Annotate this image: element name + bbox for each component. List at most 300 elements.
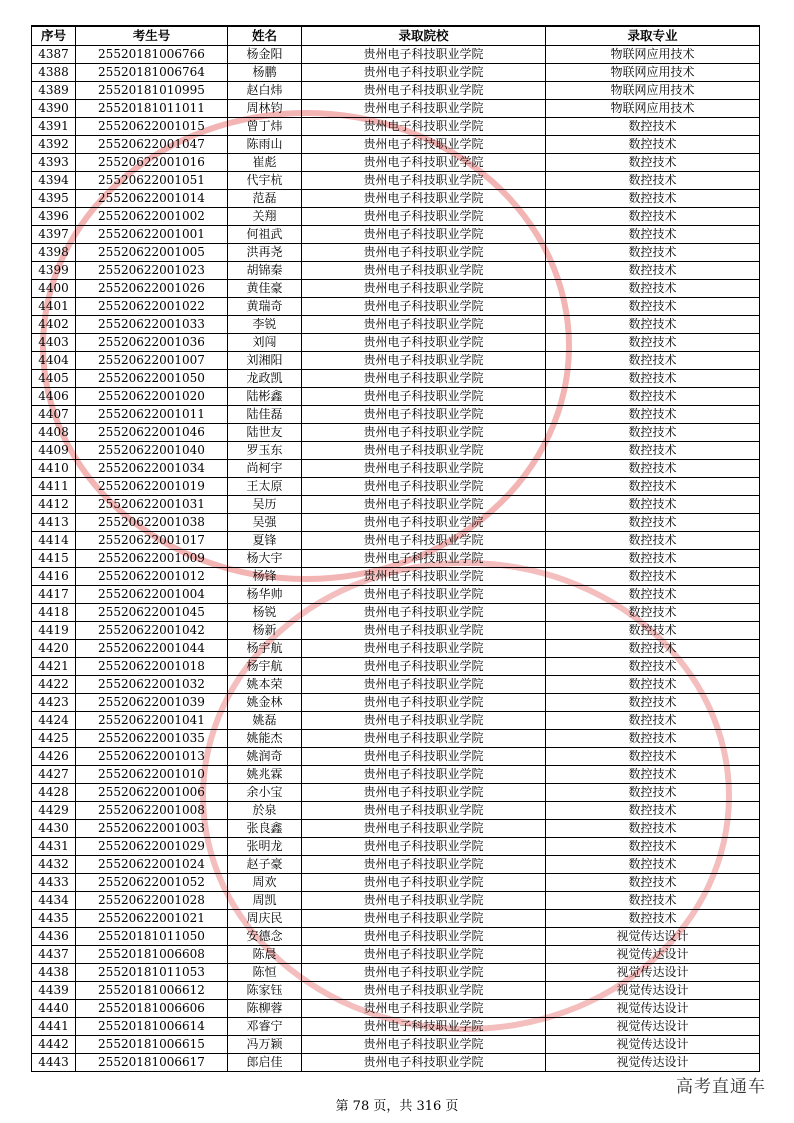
table-row (32, 280, 760, 298)
cell-school: 贵州电子科技职业学院 (302, 730, 546, 748)
cell-major: 数控技术 (546, 496, 760, 514)
cell-exam-id: 25520622001006 (76, 784, 228, 802)
cell-seq: 4431 (32, 838, 76, 856)
cell-seq: 4419 (32, 622, 76, 640)
cell-school: 贵州电子科技职业学院 (302, 1000, 546, 1018)
cell-name: 周林钧 (228, 100, 302, 118)
cell-major: 数控技术 (546, 550, 760, 568)
cell-exam-id: 25520622001019 (76, 478, 228, 496)
cell-major: 数控技术 (546, 820, 760, 838)
cell-name: 王太原 (228, 478, 302, 496)
header-seq: 序号 (32, 26, 76, 46)
table-row (32, 658, 760, 676)
table-row (32, 1000, 760, 1018)
cell-name: 杨锐 (228, 604, 302, 622)
cell-school: 贵州电子科技职业学院 (302, 874, 546, 892)
table-row (32, 424, 760, 442)
cell-exam-id: 25520622001034 (76, 460, 228, 478)
cell-seq: 4396 (32, 208, 76, 226)
cell-name: 夏锋 (228, 532, 302, 550)
cell-name: 姚兆霖 (228, 766, 302, 784)
header-exam-id: 考生号 (76, 26, 228, 46)
cell-name: 姚润奇 (228, 748, 302, 766)
cell-seq: 4413 (32, 514, 76, 532)
cell-exam-id: 25520622001040 (76, 442, 228, 460)
cell-exam-id: 25520622001038 (76, 514, 228, 532)
cell-seq: 4412 (32, 496, 76, 514)
cell-exam-id: 25520622001003 (76, 820, 228, 838)
cell-school: 贵州电子科技职业学院 (302, 172, 546, 190)
table-row (32, 946, 760, 964)
cell-major: 数控技术 (546, 118, 760, 136)
table-row (32, 100, 760, 118)
cell-school: 贵州电子科技职业学院 (302, 604, 546, 622)
cell-exam-id: 25520622001050 (76, 370, 228, 388)
cell-seq: 4427 (32, 766, 76, 784)
cell-name: 杨华帅 (228, 586, 302, 604)
cell-exam-id: 25520622001052 (76, 874, 228, 892)
cell-name: 罗玉东 (228, 442, 302, 460)
cell-name: 杨宇航 (228, 640, 302, 658)
table-row (32, 784, 760, 802)
cell-major: 视觉传达设计 (546, 928, 760, 946)
cell-major: 数控技术 (546, 874, 760, 892)
cell-name: 代宇杭 (228, 172, 302, 190)
cell-school: 贵州电子科技职业学院 (302, 280, 546, 298)
cell-school: 贵州电子科技职业学院 (302, 82, 546, 100)
cell-seq: 4442 (32, 1036, 76, 1054)
cell-exam-id: 25520622001029 (76, 838, 228, 856)
cell-major: 视觉传达设计 (546, 946, 760, 964)
table-row (32, 172, 760, 190)
table-row (32, 316, 760, 334)
cell-exam-id: 25520622001041 (76, 712, 228, 730)
cell-seq: 4420 (32, 640, 76, 658)
cell-school: 贵州电子科技职业学院 (302, 1036, 546, 1054)
cell-school: 贵州电子科技职业学院 (302, 334, 546, 352)
cell-school: 贵州电子科技职业学院 (302, 154, 546, 172)
cell-exam-id: 25520622001036 (76, 334, 228, 352)
cell-seq: 4425 (32, 730, 76, 748)
cell-school: 贵州电子科技职业学院 (302, 622, 546, 640)
cell-exam-id: 25520622001026 (76, 280, 228, 298)
table-row (32, 928, 760, 946)
table-row (32, 406, 760, 424)
table-row (32, 694, 760, 712)
table-row (32, 478, 760, 496)
cell-exam-id: 25520181006764 (76, 64, 228, 82)
cell-name: 冯万颖 (228, 1036, 302, 1054)
table-row (32, 460, 760, 478)
table-row (32, 838, 760, 856)
cell-school: 贵州电子科技职业学院 (302, 118, 546, 136)
table-row (32, 208, 760, 226)
table-row (32, 352, 760, 370)
cell-exam-id: 25520181011011 (76, 100, 228, 118)
cell-exam-id: 25520622001017 (76, 532, 228, 550)
cell-school: 贵州电子科技职业学院 (302, 1054, 546, 1072)
cell-exam-id: 25520622001051 (76, 172, 228, 190)
cell-exam-id: 25520622001044 (76, 640, 228, 658)
cell-seq: 4398 (32, 244, 76, 262)
cell-seq: 4418 (32, 604, 76, 622)
table-row (32, 262, 760, 280)
cell-exam-id: 25520622001046 (76, 424, 228, 442)
cell-school: 贵州电子科技职业学院 (302, 712, 546, 730)
cell-major: 数控技术 (546, 640, 760, 658)
cell-exam-id: 25520622001001 (76, 226, 228, 244)
cell-seq: 4421 (32, 658, 76, 676)
cell-name: 范磊 (228, 190, 302, 208)
table-row (32, 298, 760, 316)
cell-name: 邓睿宁 (228, 1018, 302, 1036)
cell-name: 杨新 (228, 622, 302, 640)
cell-name: 尚柯宇 (228, 460, 302, 478)
cell-name: 崔彪 (228, 154, 302, 172)
cell-name: 何祖武 (228, 226, 302, 244)
cell-school: 贵州电子科技职业学院 (302, 982, 546, 1000)
cell-seq: 4401 (32, 298, 76, 316)
cell-seq: 4394 (32, 172, 76, 190)
cell-name: 姚金林 (228, 694, 302, 712)
cell-major: 数控技术 (546, 586, 760, 604)
table-row (32, 910, 760, 928)
cell-exam-id: 25520622001024 (76, 856, 228, 874)
table-row (32, 64, 760, 82)
cell-school: 贵州电子科技职业学院 (302, 838, 546, 856)
cell-major: 视觉传达设计 (546, 1054, 760, 1072)
cell-school: 贵州电子科技职业学院 (302, 586, 546, 604)
cell-exam-id: 25520622001004 (76, 586, 228, 604)
table-row (32, 766, 760, 784)
cell-school: 贵州电子科技职业学院 (302, 100, 546, 118)
cell-exam-id: 25520622001015 (76, 118, 228, 136)
cell-major: 数控技术 (546, 136, 760, 154)
cell-school: 贵州电子科技职业学院 (302, 514, 546, 532)
cell-seq: 4389 (32, 82, 76, 100)
cell-major: 数控技术 (546, 244, 760, 262)
cell-major: 数控技术 (546, 622, 760, 640)
cell-name: 龙政凯 (228, 370, 302, 388)
cell-seq: 4438 (32, 964, 76, 982)
cell-exam-id: 25520622001023 (76, 262, 228, 280)
cell-major: 数控技术 (546, 388, 760, 406)
cell-exam-id: 25520622001014 (76, 190, 228, 208)
cell-name: 李锐 (228, 316, 302, 334)
cell-seq: 4387 (32, 46, 76, 64)
cell-major: 数控技术 (546, 316, 760, 334)
cell-major: 数控技术 (546, 226, 760, 244)
cell-seq: 4443 (32, 1054, 76, 1072)
cell-school: 贵州电子科技职业学院 (302, 190, 546, 208)
cell-seq: 4395 (32, 190, 76, 208)
cell-major: 数控技术 (546, 676, 760, 694)
cell-exam-id: 25520622001005 (76, 244, 228, 262)
table-row (32, 514, 760, 532)
header-name: 姓名 (228, 26, 302, 46)
cell-school: 贵州电子科技职业学院 (302, 784, 546, 802)
cell-name: 张明龙 (228, 838, 302, 856)
cell-seq: 4436 (32, 928, 76, 946)
cell-name: 姚本荣 (228, 676, 302, 694)
table-row (32, 190, 760, 208)
cell-exam-id: 25520622001028 (76, 892, 228, 910)
cell-school: 贵州电子科技职业学院 (302, 658, 546, 676)
cell-exam-id: 25520622001002 (76, 208, 228, 226)
cell-name: 郎启佳 (228, 1054, 302, 1072)
cell-name: 黄佳豪 (228, 280, 302, 298)
cell-seq: 4439 (32, 982, 76, 1000)
table-header-row (32, 26, 760, 46)
cell-major: 物联网应用技术 (546, 46, 760, 64)
cell-name: 陈雨山 (228, 136, 302, 154)
cell-school: 贵州电子科技职业学院 (302, 478, 546, 496)
admission-table (31, 25, 760, 1072)
cell-school: 贵州电子科技职业学院 (302, 352, 546, 370)
cell-school: 贵州电子科技职业学院 (302, 856, 546, 874)
cell-name: 杨鹏 (228, 64, 302, 82)
cell-major: 数控技术 (546, 406, 760, 424)
cell-name: 吴历 (228, 496, 302, 514)
table-row (32, 856, 760, 874)
cell-major: 物联网应用技术 (546, 64, 760, 82)
cell-name: 陈柳蓉 (228, 1000, 302, 1018)
cell-name: 安德念 (228, 928, 302, 946)
cell-exam-id: 25520622001009 (76, 550, 228, 568)
cell-seq: 4423 (32, 694, 76, 712)
cell-name: 洪再尧 (228, 244, 302, 262)
cell-exam-id: 25520181006766 (76, 46, 228, 64)
cell-major: 数控技术 (546, 370, 760, 388)
cell-major: 数控技术 (546, 604, 760, 622)
cell-seq: 4402 (32, 316, 76, 334)
table-row (32, 442, 760, 460)
cell-exam-id: 25520622001021 (76, 910, 228, 928)
table-row (32, 982, 760, 1000)
cell-seq: 4416 (32, 568, 76, 586)
cell-major: 视觉传达设计 (546, 1018, 760, 1036)
cell-school: 贵州电子科技职业学院 (302, 928, 546, 946)
cell-exam-id: 25520622001013 (76, 748, 228, 766)
cell-seq: 4424 (32, 712, 76, 730)
cell-exam-id: 25520622001008 (76, 802, 228, 820)
cell-school: 贵州电子科技职业学院 (302, 820, 546, 838)
table-row (32, 1018, 760, 1036)
cell-school: 贵州电子科技职业学院 (302, 226, 546, 244)
cell-name: 陆佳磊 (228, 406, 302, 424)
cell-seq: 4408 (32, 424, 76, 442)
cell-major: 数控技术 (546, 298, 760, 316)
cell-major: 数控技术 (546, 838, 760, 856)
cell-name: 陈家钰 (228, 982, 302, 1000)
cell-seq: 4391 (32, 118, 76, 136)
cell-seq: 4397 (32, 226, 76, 244)
cell-school: 贵州电子科技职业学院 (302, 496, 546, 514)
cell-exam-id: 25520181006617 (76, 1054, 228, 1072)
cell-major: 视觉传达设计 (546, 1036, 760, 1054)
cell-seq: 4392 (32, 136, 76, 154)
cell-seq: 4441 (32, 1018, 76, 1036)
cell-seq: 4415 (32, 550, 76, 568)
cell-school: 贵州电子科技职业学院 (302, 1018, 546, 1036)
cell-exam-id: 25520622001018 (76, 658, 228, 676)
table-row (32, 244, 760, 262)
table-row (32, 568, 760, 586)
cell-school: 贵州电子科技职业学院 (302, 568, 546, 586)
cell-major: 数控技术 (546, 460, 760, 478)
cell-major: 物联网应用技术 (546, 100, 760, 118)
table-row (32, 154, 760, 172)
table-row (32, 586, 760, 604)
cell-major: 视觉传达设计 (546, 964, 760, 982)
cell-exam-id: 25520181006606 (76, 1000, 228, 1018)
table-row (32, 532, 760, 550)
cell-exam-id: 25520622001016 (76, 154, 228, 172)
cell-name: 周庆民 (228, 910, 302, 928)
cell-major: 视觉传达设计 (546, 1000, 760, 1018)
cell-exam-id: 25520181010995 (76, 82, 228, 100)
cell-major: 数控技术 (546, 478, 760, 496)
table-row (32, 802, 760, 820)
cell-seq: 4411 (32, 478, 76, 496)
table-row (32, 118, 760, 136)
cell-school: 贵州电子科技职业学院 (302, 892, 546, 910)
cell-school: 贵州电子科技职业学院 (302, 460, 546, 478)
table-row (32, 712, 760, 730)
header-major: 录取专业 (546, 26, 760, 46)
table-row (32, 1054, 760, 1072)
cell-exam-id: 25520181011053 (76, 964, 228, 982)
cell-seq: 4433 (32, 874, 76, 892)
cell-name: 刘湘阳 (228, 352, 302, 370)
cell-name: 姚能杰 (228, 730, 302, 748)
cell-exam-id: 25520622001031 (76, 496, 228, 514)
cell-seq: 4400 (32, 280, 76, 298)
cell-name: 杨锋 (228, 568, 302, 586)
cell-exam-id: 25520622001042 (76, 622, 228, 640)
cell-exam-id: 25520181006615 (76, 1036, 228, 1054)
cell-seq: 4434 (32, 892, 76, 910)
cell-seq: 4406 (32, 388, 76, 406)
cell-school: 贵州电子科技职业学院 (302, 136, 546, 154)
cell-major: 数控技术 (546, 280, 760, 298)
cell-major: 数控技术 (546, 442, 760, 460)
cell-seq: 4432 (32, 856, 76, 874)
table-row (32, 640, 760, 658)
cell-exam-id: 25520622001012 (76, 568, 228, 586)
cell-school: 贵州电子科技职业学院 (302, 946, 546, 964)
cell-major: 数控技术 (546, 568, 760, 586)
cell-school: 贵州电子科技职业学院 (302, 370, 546, 388)
cell-name: 杨宇航 (228, 658, 302, 676)
cell-major: 数控技术 (546, 172, 760, 190)
cell-exam-id: 25520622001045 (76, 604, 228, 622)
cell-major: 数控技术 (546, 532, 760, 550)
page-number: 第 78 页，共 316 页 (335, 1099, 459, 1114)
cell-exam-id: 25520622001022 (76, 298, 228, 316)
cell-school: 贵州电子科技职业学院 (302, 424, 546, 442)
cell-exam-id: 25520622001039 (76, 694, 228, 712)
cell-school: 贵州电子科技职业学院 (302, 244, 546, 262)
cell-major: 数控技术 (546, 262, 760, 280)
cell-seq: 4390 (32, 100, 76, 118)
cell-school: 贵州电子科技职业学院 (302, 640, 546, 658)
cell-major: 数控技术 (546, 514, 760, 532)
cell-school: 贵州电子科技职业学院 (302, 676, 546, 694)
cell-exam-id: 25520622001020 (76, 388, 228, 406)
cell-seq: 4440 (32, 1000, 76, 1018)
cell-name: 杨金阳 (228, 46, 302, 64)
cell-major: 数控技术 (546, 766, 760, 784)
cell-seq: 4407 (32, 406, 76, 424)
cell-major: 数控技术 (546, 712, 760, 730)
cell-exam-id: 25520181006608 (76, 946, 228, 964)
cell-school: 贵州电子科技职业学院 (302, 766, 546, 784)
cell-major: 数控技术 (546, 730, 760, 748)
cell-seq: 4399 (32, 262, 76, 280)
table-row (32, 604, 760, 622)
cell-school: 贵州电子科技职业学院 (302, 316, 546, 334)
cell-name: 陈晨 (228, 946, 302, 964)
table-row (32, 370, 760, 388)
cell-name: 陆彬鑫 (228, 388, 302, 406)
cell-major: 数控技术 (546, 352, 760, 370)
table-row (32, 226, 760, 244)
cell-major: 数控技术 (546, 892, 760, 910)
cell-school: 贵州电子科技职业学院 (302, 964, 546, 982)
cell-seq: 4410 (32, 460, 76, 478)
cell-exam-id: 25520622001010 (76, 766, 228, 784)
cell-seq: 4403 (32, 334, 76, 352)
cell-major: 数控技术 (546, 802, 760, 820)
cell-school: 贵州电子科技职业学院 (302, 910, 546, 928)
cell-major: 数控技术 (546, 856, 760, 874)
cell-name: 杨大宇 (228, 550, 302, 568)
cell-seq: 4409 (32, 442, 76, 460)
table-row (32, 550, 760, 568)
cell-major: 数控技术 (546, 190, 760, 208)
cell-school: 贵州电子科技职业学院 (302, 442, 546, 460)
cell-major: 数控技术 (546, 154, 760, 172)
cell-name: 关翔 (228, 208, 302, 226)
brand-watermark: 高考直通车 (676, 1077, 766, 1097)
cell-seq: 4430 (32, 820, 76, 838)
cell-major: 数控技术 (546, 334, 760, 352)
cell-major: 数控技术 (546, 208, 760, 226)
table-row (32, 496, 760, 514)
cell-seq: 4422 (32, 676, 76, 694)
cell-school: 贵州电子科技职业学院 (302, 748, 546, 766)
cell-seq: 4437 (32, 946, 76, 964)
cell-school: 贵州电子科技职业学院 (302, 802, 546, 820)
cell-name: 赵白炜 (228, 82, 302, 100)
cell-seq: 4417 (32, 586, 76, 604)
cell-school: 贵州电子科技职业学院 (302, 262, 546, 280)
cell-name: 陆世友 (228, 424, 302, 442)
cell-name: 陈恒 (228, 964, 302, 982)
table-body (32, 46, 760, 1072)
cell-exam-id: 25520622001033 (76, 316, 228, 334)
cell-school: 贵州电子科技职业学院 (302, 64, 546, 82)
cell-major: 数控技术 (546, 784, 760, 802)
table-row (32, 388, 760, 406)
cell-exam-id: 25520181011050 (76, 928, 228, 946)
table-row (32, 820, 760, 838)
table-row (32, 622, 760, 640)
cell-seq: 4426 (32, 748, 76, 766)
cell-seq: 4414 (32, 532, 76, 550)
table-row (32, 46, 760, 64)
